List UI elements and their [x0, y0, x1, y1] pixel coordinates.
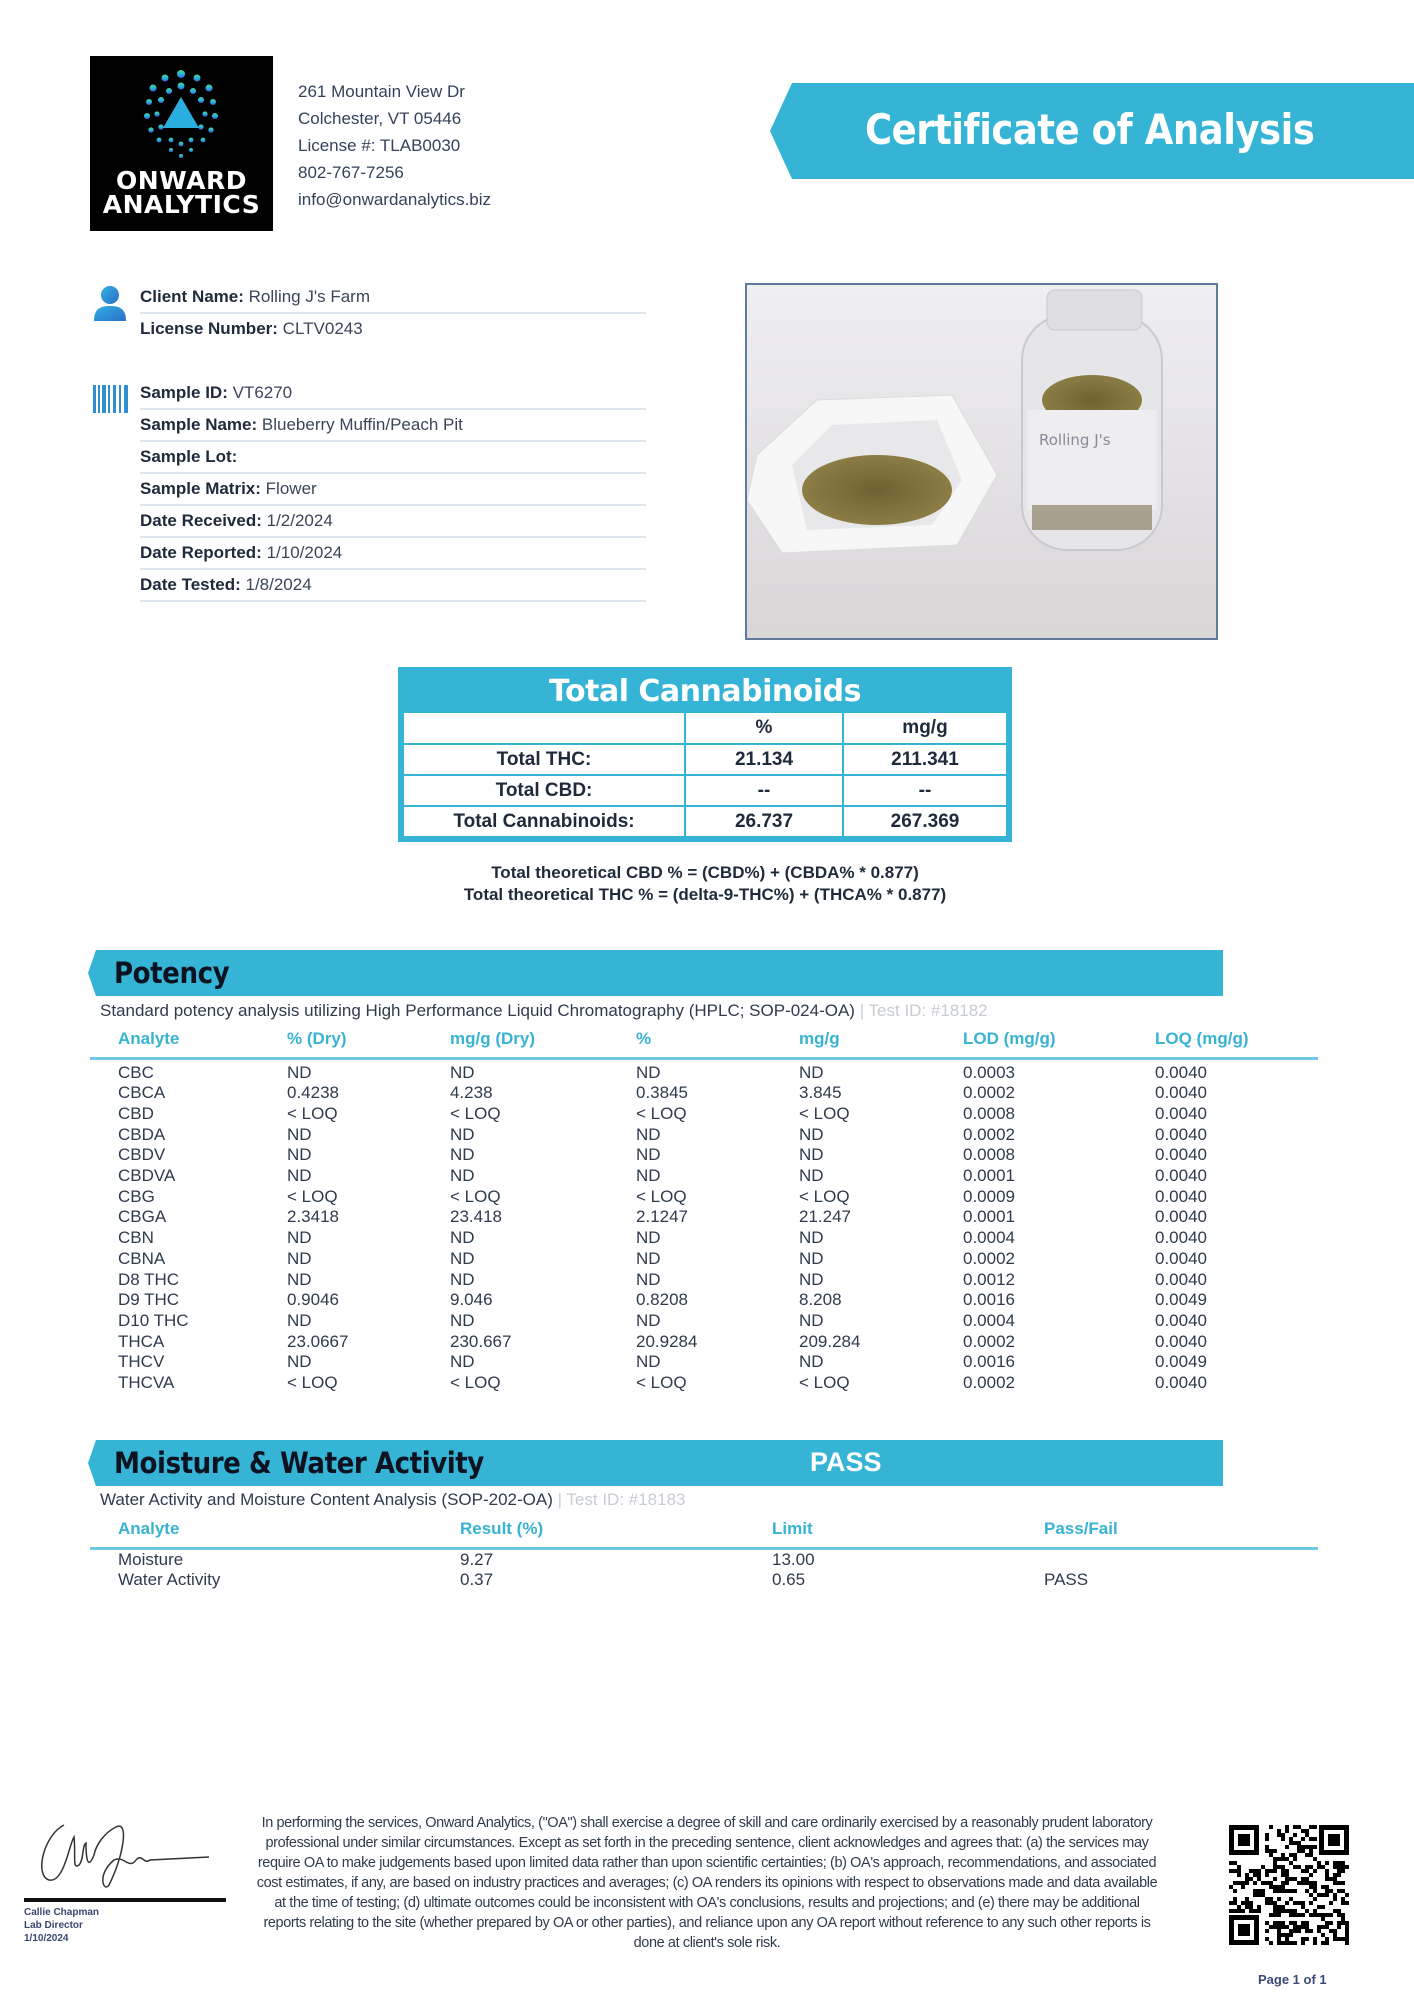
- table-row: [90, 1352, 1318, 1373]
- signer-info: [24, 1906, 99, 1945]
- cell-value: ND: [450, 1166, 475, 1186]
- table-row: [90, 1332, 1318, 1353]
- cell-value: 0.8208: [636, 1290, 688, 1310]
- analyte-name: Water Activity: [118, 1570, 221, 1590]
- moisture-table: [90, 1518, 1318, 1591]
- cell-value: 0.0002: [963, 1248, 1015, 1268]
- cell-value: 0.0002: [963, 1083, 1015, 1103]
- cell-value: ND: [636, 1145, 661, 1165]
- lab-logo: [90, 56, 273, 231]
- cell-value: 0.0002: [963, 1331, 1015, 1351]
- analyte-name: D10 THC: [118, 1310, 189, 1330]
- cell-value: 0.37: [460, 1570, 494, 1590]
- moisture-test-id: | Test ID: #18183: [552, 1490, 686, 1509]
- column-header-analyte: Analyte: [90, 1518, 432, 1548]
- analyte-name: CBD: [118, 1103, 154, 1123]
- analyte-name: CBDVA: [118, 1166, 176, 1186]
- date-tested-label: Date Tested:: [140, 575, 241, 594]
- analyte-name: CBNA: [118, 1248, 166, 1268]
- cell-value: ND: [450, 1269, 475, 1289]
- client-name-row: [140, 282, 646, 314]
- jar-label-handwriting: Rolling J's: [1039, 431, 1111, 449]
- total-cannabinoids-pct: 26.737: [685, 806, 843, 837]
- logo-dots-icon: [90, 56, 273, 166]
- signature: [24, 1815, 214, 1900]
- analyte-name: THCV: [118, 1352, 165, 1372]
- cell-value: ND: [287, 1166, 312, 1186]
- formulas: [398, 862, 1012, 906]
- cell-value: 23.0667: [287, 1331, 349, 1351]
- signer-name: Callie Chapman: [24, 1907, 100, 1918]
- analyte-name: CBDV: [118, 1145, 166, 1165]
- cell-value: 0.0008: [963, 1103, 1015, 1123]
- moisture-section-banner: [88, 1440, 1223, 1486]
- cell-value: < LOQ: [799, 1186, 850, 1206]
- date-received-label: Date Received:: [140, 511, 262, 530]
- column-header-mgg-dry: mg/g (Dry): [422, 1028, 608, 1058]
- page-title: Certificate of Analysis: [865, 105, 1315, 154]
- cell-value: ND: [450, 1145, 475, 1165]
- cell-value: ND: [799, 1145, 824, 1165]
- moisture-title: Moisture & Water Activity: [114, 1446, 484, 1480]
- cell-value: ND: [636, 1352, 661, 1372]
- cell-value: ND: [450, 1248, 475, 1268]
- cell-value: 2.3418: [287, 1207, 339, 1227]
- cell-value: 0.0040: [1155, 1248, 1207, 1268]
- date-received-row: [140, 506, 646, 538]
- moisture-table-body: [90, 1548, 1318, 1591]
- cell-value: 3.845: [799, 1083, 842, 1103]
- thc-formula: Total theoretical THC % = (delta-9-THC%) + (THCA% * 0.877): [463, 885, 947, 904]
- column-header-pass-fail: Pass/Fail: [1016, 1518, 1318, 1548]
- table-row: [90, 1373, 1318, 1394]
- total-cbd-pct: --: [685, 775, 843, 806]
- cell-value: < LOQ: [450, 1186, 501, 1206]
- cell-value: ND: [799, 1124, 824, 1144]
- analyte-name: Moisture: [118, 1549, 184, 1569]
- sample-id-row: [140, 378, 646, 410]
- cell-value: ND: [450, 1310, 475, 1330]
- cell-value: 0.0040: [1155, 1083, 1207, 1103]
- table-header-row: [403, 713, 1007, 744]
- cell-value: 0.9046: [287, 1290, 339, 1310]
- cell-value: < LOQ: [799, 1103, 850, 1123]
- table-row: [90, 1125, 1318, 1146]
- cell-value: < LOQ: [287, 1186, 338, 1206]
- total-cannabinoids-title: Total Cannabinoids: [402, 671, 1008, 713]
- cell-value: 21.247: [799, 1207, 851, 1227]
- column-header-pct-dry: % (Dry): [259, 1028, 422, 1058]
- client-name-label: Client Name:: [140, 287, 244, 306]
- license-number-label: License Number:: [140, 319, 278, 338]
- lab-contact-info: [298, 78, 491, 213]
- sample-id-label: Sample ID:: [140, 383, 228, 402]
- sample-matrix-label: Sample Matrix:: [140, 479, 261, 498]
- page-number: Page 1 of 1: [1258, 1972, 1327, 1987]
- cell-value: ND: [636, 1248, 661, 1268]
- potency-table: [90, 1028, 1318, 1394]
- date-reported-label: Date Reported:: [140, 543, 262, 562]
- lab-address-line1: 261 Mountain View Dr: [298, 82, 465, 101]
- cell-value: ND: [450, 1062, 475, 1082]
- table-header-row: [90, 1028, 1318, 1058]
- column-header-lod: LOD (mg/g): [935, 1028, 1127, 1058]
- banner-arrow-shape: [88, 950, 1223, 996]
- table-row: [90, 1570, 1318, 1591]
- cell-value: 0.3845: [636, 1083, 688, 1103]
- total-thc-mgg: 211.341: [843, 744, 1007, 775]
- cell-value: 209.284: [799, 1331, 861, 1351]
- cell-value: ND: [450, 1352, 475, 1372]
- cell-value: ND: [287, 1310, 312, 1330]
- total-cannabinoids-box: [398, 667, 1012, 842]
- lab-address-line2: Colchester, VT 05446: [298, 109, 462, 128]
- client-info: [140, 282, 646, 346]
- cell-value: PASS: [1044, 1570, 1089, 1590]
- analyte-name: D8 THC: [118, 1269, 180, 1289]
- cell-value: 0.0040: [1155, 1331, 1207, 1351]
- analyte-name: CBGA: [118, 1207, 167, 1227]
- analyte-name: CBG: [118, 1186, 155, 1206]
- cell-value: ND: [799, 1248, 824, 1268]
- date-received-value: 1/2/2024: [266, 511, 333, 530]
- table-row: [90, 1311, 1318, 1332]
- cell-value: 0.4238: [287, 1083, 339, 1103]
- table-row: [90, 1548, 1318, 1570]
- cell-value: 0.0049: [1155, 1352, 1207, 1372]
- cell-value: [1016, 1548, 1318, 1570]
- cell-value: 9.27: [460, 1549, 494, 1569]
- user-icon: [92, 285, 128, 328]
- column-header-limit: Limit: [744, 1518, 1016, 1548]
- analyte-name: CBN: [118, 1228, 154, 1248]
- cell-value: ND: [287, 1352, 312, 1372]
- column-header-result: Result (%): [432, 1518, 744, 1548]
- sample-photo-image: [747, 285, 1216, 638]
- analyte-name: D9 THC: [118, 1290, 180, 1310]
- potency-description: [100, 1001, 988, 1021]
- cell-value: ND: [799, 1228, 824, 1248]
- column-header-loq: LOQ (mg/g): [1127, 1028, 1318, 1058]
- cell-value: 0.0001: [963, 1207, 1015, 1227]
- cbd-formula: Total theoretical CBD % = (CBD%) + (CBDA% * 0.877): [491, 863, 919, 882]
- sample-info: [140, 378, 646, 602]
- lab-phone: 802-767-7256: [298, 163, 404, 182]
- client-name-value: Rolling J's Farm: [248, 287, 370, 306]
- cell-value: 0.0049: [1155, 1290, 1207, 1310]
- cell-value: 0.0003: [963, 1062, 1015, 1082]
- total-cannabinoids-table: [402, 713, 1008, 838]
- cell-value: < LOQ: [636, 1103, 687, 1123]
- potency-method: Standard potency analysis utilizing High Performance Liquid Chromatography (HPLC; SOP-024-OA): [100, 1001, 855, 1020]
- cell-value: < LOQ: [636, 1373, 687, 1393]
- table-header-row: [90, 1518, 1318, 1548]
- cell-value: < LOQ: [450, 1103, 501, 1123]
- column-header-analyte: Analyte: [90, 1028, 259, 1058]
- cell-value: ND: [799, 1062, 824, 1082]
- cell-value: ND: [636, 1124, 661, 1144]
- cell-value: ND: [450, 1124, 475, 1144]
- cell-value: ND: [799, 1352, 824, 1372]
- cell-value: 13.00: [772, 1549, 815, 1569]
- license-number-row: [140, 314, 646, 346]
- moisture-description: [100, 1490, 686, 1510]
- cell-value: ND: [287, 1248, 312, 1268]
- column-header-pct: %: [608, 1028, 771, 1058]
- cell-value: ND: [636, 1310, 661, 1330]
- column-header-mgg: mg/g: [843, 713, 1007, 744]
- cell-value: 0.0040: [1155, 1166, 1207, 1186]
- total-cannabinoids-row: [403, 806, 1007, 837]
- cell-value: 0.0040: [1155, 1207, 1207, 1227]
- sample-id-value: VT6270: [232, 383, 293, 402]
- total-thc-pct: 21.134: [685, 744, 843, 775]
- table-row: [90, 1083, 1318, 1104]
- cell-value: 230.667: [450, 1331, 512, 1351]
- sample-name-value: Blueberry Muffin/Peach Pit: [261, 415, 463, 434]
- qr-code-icon[interactable]: [1227, 1823, 1351, 1952]
- cell-value: ND: [636, 1269, 661, 1289]
- analyte-name: CBC: [118, 1062, 154, 1082]
- cell-value: 4.238: [450, 1083, 493, 1103]
- date-reported-row: [140, 538, 646, 570]
- cell-value: 0.0040: [1155, 1103, 1207, 1123]
- cell-value: ND: [287, 1124, 312, 1144]
- logo-text-line2: ANALYTICS: [102, 190, 261, 219]
- column-header-pct: %: [685, 713, 843, 744]
- cell-value: ND: [799, 1269, 824, 1289]
- moisture-method: Water Activity and Moisture Content Analysis (SOP-202-OA): [100, 1490, 553, 1509]
- row-label: Total Cannabinoids:: [403, 806, 685, 837]
- cell-value: 0.0040: [1155, 1062, 1207, 1082]
- cell-value: 0.0040: [1155, 1145, 1207, 1165]
- analyte-name: CBCA: [118, 1083, 166, 1103]
- cell-value: 0.0004: [963, 1310, 1015, 1330]
- cell-value: ND: [287, 1145, 312, 1165]
- cell-value: ND: [799, 1310, 824, 1330]
- table-row: [90, 1187, 1318, 1208]
- total-cbd-mgg: --: [843, 775, 1007, 806]
- table-row: [90, 1166, 1318, 1187]
- table-row: [90, 1145, 1318, 1166]
- disclaimer: In performing the services, Onward Analytics, ("OA") shall exercise a degree of skill and care ordinarily exercised by a reasonably prudent laboratory professional under similar circumstances. Except as set forth in the preceding sentence, client acknowledges and agrees that: (a) the services may require OA to make judgements based upon limited data rather than upon scientific certainties; (b) OA's approach, recommendations, and associated cost estimates, if any, are based on industry practices and averages; (c) OA renders its opinions with respect to observations made and data available at the time of testing; (d) ultimate outcomes could be inconsistent with OA's conclusions, results and projections; and (e) there may be additional reports relating to the site (whether prepared by OA or other parties), and reliance upon any OA report without reference to any such other reports is done at client's sole risk.: [256, 1815, 1158, 1951]
- table-row: [90, 1249, 1318, 1270]
- cell-value: 2.1247: [636, 1207, 688, 1227]
- sample-matrix-row: [140, 474, 646, 506]
- lab-license: License #: TLAB0030: [298, 136, 461, 155]
- cell-value: 0.0004: [963, 1228, 1015, 1248]
- row-label: Total CBD:: [403, 775, 685, 806]
- potency-title: Potency: [114, 956, 230, 990]
- row-label: Total THC:: [403, 744, 685, 775]
- barcode-icon: [92, 383, 130, 420]
- sample-lot-row: [140, 442, 646, 474]
- analyte-name: THCA: [118, 1331, 165, 1351]
- table-row: [90, 1228, 1318, 1249]
- potency-test-id: | Test ID: #18182: [854, 1001, 988, 1020]
- cell-value: 0.0009: [963, 1186, 1015, 1206]
- cell-value: 8.208: [799, 1290, 842, 1310]
- cell-value: 0.0040: [1155, 1373, 1207, 1393]
- cell-value: 23.418: [450, 1207, 502, 1227]
- moisture-status-badge: PASS: [810, 1447, 882, 1477]
- signature-line: [24, 1898, 226, 1902]
- potency-section-banner: [88, 950, 1223, 996]
- sample-name-label: Sample Name:: [140, 415, 258, 434]
- table-row: [90, 1058, 1318, 1083]
- total-cbd-row: [403, 775, 1007, 806]
- cell-value: 0.0002: [963, 1124, 1015, 1144]
- signer-title: Lab Director: [24, 1920, 83, 1931]
- cell-value: ND: [799, 1166, 824, 1186]
- date-tested-row: [140, 570, 646, 602]
- coa-title-banner: [770, 83, 1414, 179]
- license-number-value: CLTV0243: [282, 319, 363, 338]
- signature-icon: [24, 1815, 214, 1895]
- sample-matrix-value: Flower: [265, 479, 317, 498]
- cell-value: 0.0040: [1155, 1269, 1207, 1289]
- cell-value: < LOQ: [450, 1373, 501, 1393]
- cell-value: ND: [636, 1228, 661, 1248]
- cell-value: 0.65: [772, 1570, 806, 1590]
- signed-date: 1/10/2024: [24, 1933, 69, 1944]
- cell-value: ND: [287, 1269, 312, 1289]
- potency-table-body: [90, 1058, 1318, 1394]
- logo-text-line1: ONWARD: [116, 166, 247, 195]
- cell-value: 0.0008: [963, 1145, 1015, 1165]
- cell-value: 20.9284: [636, 1331, 698, 1351]
- cell-value: ND: [287, 1228, 312, 1248]
- cell-value: < LOQ: [636, 1186, 687, 1206]
- cell-value: 9.046: [450, 1290, 493, 1310]
- column-header: [403, 713, 685, 744]
- cell-value: 0.0001: [963, 1166, 1015, 1186]
- cell-value: ND: [636, 1166, 661, 1186]
- cell-value: ND: [636, 1062, 661, 1082]
- table-row: [90, 1207, 1318, 1228]
- table-row: [90, 1104, 1318, 1125]
- cell-value: ND: [450, 1228, 475, 1248]
- table-row: [90, 1290, 1318, 1311]
- cell-value: 0.0016: [963, 1352, 1015, 1372]
- date-reported-value: 1/10/2024: [266, 543, 343, 562]
- date-tested-value: 1/8/2024: [245, 575, 312, 594]
- analyte-name: CBDA: [118, 1124, 166, 1144]
- total-thc-row: [403, 744, 1007, 775]
- cell-value: 0.0016: [963, 1290, 1015, 1310]
- table-row: [90, 1270, 1318, 1291]
- total-cannabinoids-mgg: 267.369: [843, 806, 1007, 837]
- sample-photo: [745, 283, 1218, 640]
- cell-value: < LOQ: [287, 1103, 338, 1123]
- analyte-name: THCVA: [118, 1373, 175, 1393]
- cell-value: 0.0012: [963, 1269, 1015, 1289]
- column-header-mgg: mg/g: [771, 1028, 935, 1058]
- sample-lot-label: Sample Lot:: [140, 447, 238, 466]
- sample-name-row: [140, 410, 646, 442]
- cell-value: ND: [287, 1062, 312, 1082]
- cell-value: < LOQ: [287, 1373, 338, 1393]
- cell-value: 0.0002: [963, 1373, 1015, 1393]
- cell-value: 0.0040: [1155, 1186, 1207, 1206]
- cell-value: 0.0040: [1155, 1310, 1207, 1330]
- lab-email: info@onwardanalytics.biz: [298, 190, 492, 209]
- cell-value: 0.0040: [1155, 1228, 1207, 1248]
- cell-value: 0.0040: [1155, 1124, 1207, 1144]
- cell-value: < LOQ: [799, 1373, 850, 1393]
